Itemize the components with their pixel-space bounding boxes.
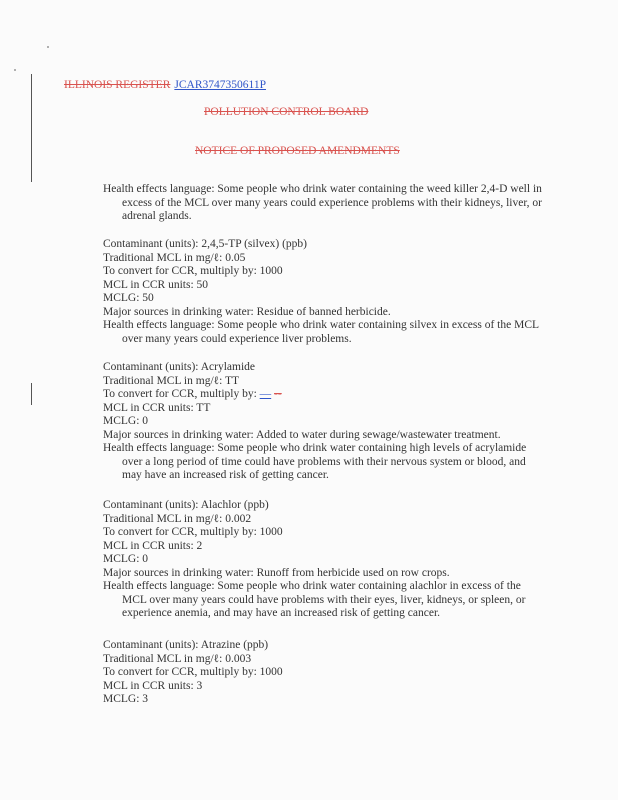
register-heading — [64, 78, 266, 92]
atrazine-ccr: MCL in CCR units: 3 — [103, 679, 203, 692]
acrylamide-block — [103, 361, 543, 483]
alachlor-sources: Major sources in drinking water: Runoff from herbicide used on row crops. — [103, 566, 450, 579]
alachlor-contaminant: Contaminant (units): Alachlor (ppb) — [103, 499, 269, 511]
alachlor-block — [103, 499, 543, 621]
alachlor-mclg: MCLG: 0 — [103, 553, 149, 565]
silvex-mclg: MCLG: 50 — [103, 292, 154, 304]
acrylamide-convert-label: To convert for CCR, multiply by: — [103, 388, 257, 400]
atrazine-contaminant: Contaminant (units): Atrazine (ppb) — [103, 639, 269, 651]
acrylamide-convert-deleted: -- — [274, 388, 282, 400]
acrylamide-ccr: MCL in CCR units: TT — [103, 401, 211, 414]
acrylamide-sources: Major sources in drinking water: Added to water during sewage/wastewater treatment. — [103, 428, 501, 441]
silvex-sources: Major sources in drinking water: Residue of banned herbicide. — [103, 305, 391, 318]
atrazine-traditional: Traditional MCL in mg/ℓ: 0.003 — [103, 652, 252, 665]
change-bar-top — [31, 74, 32, 182]
silvex-ccr: MCL in CCR units: 50 — [103, 278, 209, 291]
scan-speck — [14, 69, 16, 71]
register-inserted: JCAR3747350611P — [174, 79, 266, 91]
silvex-contaminant: Contaminant (units): 2,4,5-TP (silvex) (ppb) — [103, 238, 307, 250]
change-bar-mid — [31, 383, 32, 405]
silvex-health: Health effects language: Some people who drink water containing silvex in excess of the MCL over many years could experience liver problems. — [103, 319, 539, 345]
health-24d: Health effects language: Some people who drink water containing the weed killer 2,4-D well in excess of the MCL over many years could experience problems with their kidneys, liver, or adrenal glands. — [103, 183, 543, 222]
register-deleted: ILLINOIS REGISTER — [64, 79, 171, 91]
board-heading: POLLUTION CONTROL BOARD — [204, 106, 369, 118]
alachlor-health: Health effects language: Some people who drink water containing alachlor in excess of the MCL over many years could have problems with their eyes, liver, kidneys, or spleen, or experience anemia, and may have an increased risk of getting cancer. — [103, 580, 526, 619]
alachlor-ccr: MCL in CCR units: 2 — [103, 539, 203, 552]
alachlor-convert: To convert for CCR, multiply by: 1000 — [103, 526, 283, 538]
acrylamide-mclg: MCLG: 0 — [103, 415, 149, 427]
acrylamide-traditional: Traditional MCL in mg/ℓ: TT — [103, 374, 240, 387]
atrazine-mclg: MCLG: 3 — [103, 693, 149, 705]
acrylamide-health: Health effects language: Some people who drink water containing high levels of acrylamide over a long period of time could have problems with their nervous system or blood, and may have an increased risk of getting cancer. — [103, 442, 527, 481]
acrylamide-contaminant: Contaminant (units): Acrylamide — [103, 361, 256, 373]
silvex-block — [103, 238, 543, 346]
alachlor-traditional: Traditional MCL in mg/ℓ: 0.002 — [103, 512, 252, 525]
atrazine-block — [103, 639, 543, 707]
silvex-traditional: Traditional MCL in mg/ℓ: 0.05 — [103, 251, 246, 264]
atrazine-convert: To convert for CCR, multiply by: 1000 — [103, 666, 283, 678]
notice-heading: NOTICE OF PROPOSED AMENDMENTS — [195, 145, 400, 157]
acrylamide-convert-inserted: — — [259, 388, 272, 400]
silvex-convert: To convert for CCR, multiply by: 1000 — [103, 265, 283, 277]
acrylamide-convert — [103, 388, 543, 402]
scan-speck — [47, 46, 49, 48]
